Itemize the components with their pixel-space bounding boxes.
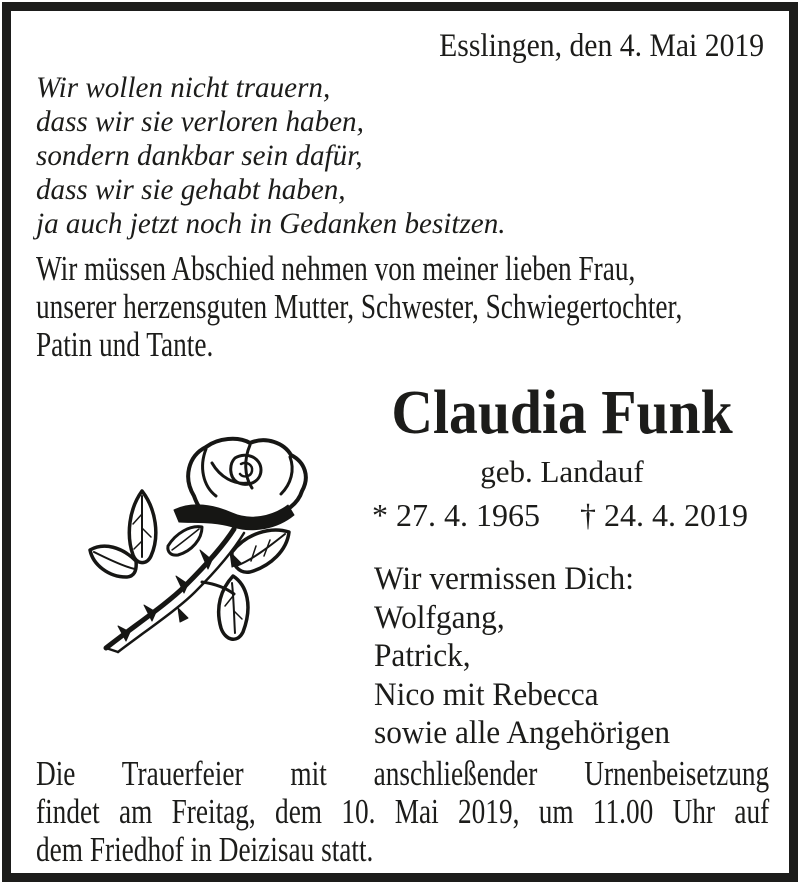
funeral-line: findet am Freitag, dem 10. Mai 2019, um 11.00 Uhr auf xyxy=(36,792,770,831)
mourners-line: Nico mit Rebecca xyxy=(374,676,599,713)
intro-paragraph xyxy=(36,250,769,364)
rose-illustration xyxy=(84,436,336,671)
birth-date: * 27. 4. 1965 xyxy=(372,497,540,534)
poem-line: Wir wollen nicht trauern, xyxy=(36,71,331,104)
deceased-name: Claudia Funk xyxy=(391,379,733,447)
mourners-line: sowie alle Angehörigen xyxy=(374,715,671,751)
deceased-block xyxy=(366,381,758,534)
mourners-line: Patrick, xyxy=(374,638,471,674)
mourners-line: Wir vermissen Dich: xyxy=(374,561,634,597)
rose-icon xyxy=(84,436,336,666)
poem-line: ja auch jetzt noch in Gedanken besitzen. xyxy=(36,207,506,240)
intro-line: unserer herzensguten Mutter, Schwester, Schwiegertochter, xyxy=(36,287,683,326)
poem-line: dass wir sie verloren haben, xyxy=(36,105,364,138)
poem-line: dass wir sie gehabt haben, xyxy=(36,173,346,206)
maiden-name: geb. Landauf xyxy=(480,454,644,490)
funeral-line: Die Trauerfeier mit anschließender Urnenbeisetzung xyxy=(36,754,770,793)
funeral-paragraph xyxy=(36,755,769,869)
mourners-line: Wolfgang, xyxy=(374,599,505,636)
intro-line: Patin und Tante. xyxy=(36,325,214,364)
funeral-line: dem Friedhof in Deizisau statt. xyxy=(36,830,374,869)
mourners-list xyxy=(374,560,670,753)
life-dates xyxy=(366,497,758,534)
intro-line: Wir müssen Abschied nehmen von meiner lieben Frau, xyxy=(36,249,636,288)
death-date: † 24. 4. 2019 xyxy=(580,497,748,534)
dateline: Esslingen, den 4. Mai 2019 xyxy=(438,28,764,64)
poem xyxy=(36,71,506,241)
poem-line: sondern dankbar sein dafür, xyxy=(36,139,363,172)
